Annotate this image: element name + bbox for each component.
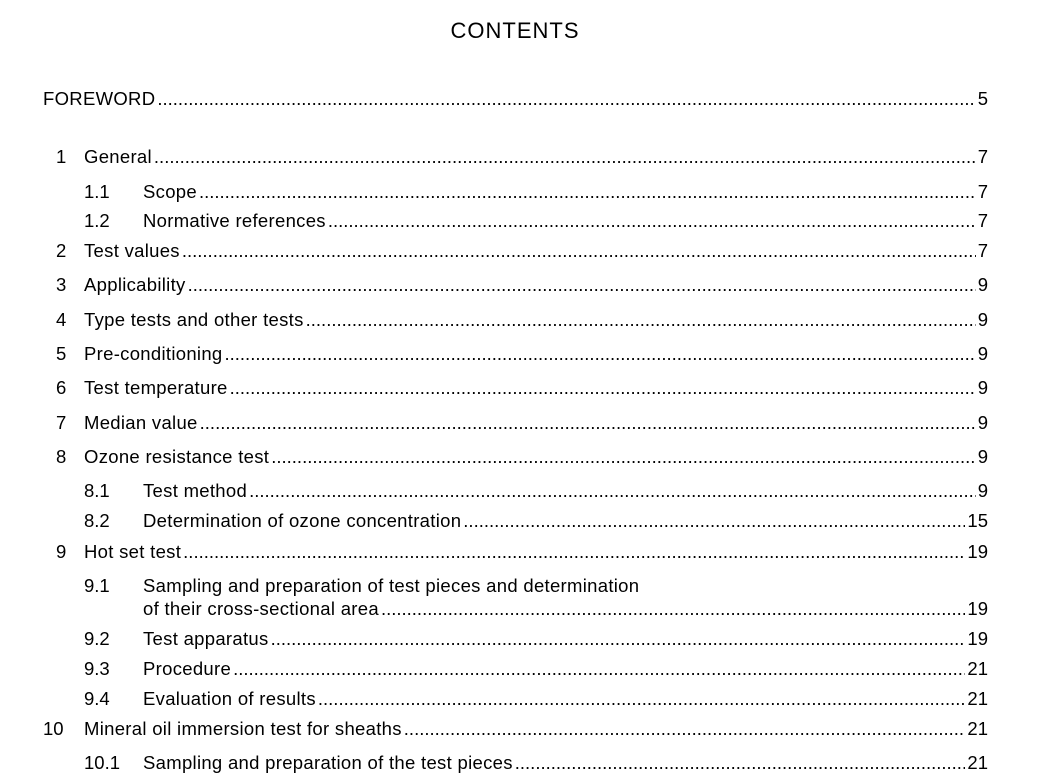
toc-page-number: 15 [967, 510, 988, 531]
leader-dots [199, 180, 976, 204]
toc-page-number: 21 [967, 688, 988, 709]
toc-entry-text: Test temperature [84, 377, 228, 398]
toc-entry-number: 9.1 [84, 575, 110, 596]
leader-dots [328, 209, 976, 233]
toc-entry-number: 1.2 [84, 210, 110, 231]
leader-dots [183, 540, 965, 564]
leader-dots [249, 479, 976, 503]
toc-entry-number: 7 [56, 412, 67, 433]
toc-page-number: 7 [977, 240, 988, 261]
toc-page-number: 21 [967, 658, 988, 679]
toc-entry-number: 1.1 [84, 181, 110, 202]
leader-dots [381, 597, 965, 621]
toc-entry-9-4[interactable] [0, 687, 1044, 711]
toc-page-number: 19 [967, 628, 988, 649]
leader-dots [318, 687, 966, 711]
toc-entry-text: Pre-conditioning [84, 343, 223, 364]
toc-entry-number: 4 [56, 309, 67, 330]
toc-entry-number: 2 [56, 240, 67, 261]
leader-dots [157, 87, 975, 111]
toc-entry-1-1[interactable] [0, 180, 1044, 204]
toc-entry-text: Test apparatus [143, 628, 269, 649]
toc-entry-number: 6 [56, 377, 67, 398]
toc-entry-3[interactable] [0, 273, 1044, 297]
toc-page-number: 21 [967, 752, 988, 773]
toc-entry-7[interactable] [0, 411, 1044, 435]
toc-entry-text: Applicability [84, 274, 186, 295]
toc-entry-9-2[interactable] [0, 627, 1044, 651]
toc-page-number: 9 [977, 377, 988, 398]
toc-entry-text: Test values [84, 240, 180, 261]
toc-entry-number: 10.1 [84, 752, 121, 773]
toc-entry-text: Scope [143, 181, 197, 202]
toc-entry-9-1[interactable] [0, 574, 1044, 598]
toc-entry-text: Evaluation of results [143, 688, 316, 709]
toc-entry-number: 1 [56, 146, 67, 167]
toc-entry-number: 9.4 [84, 688, 110, 709]
toc-entry-text: General [84, 146, 152, 167]
toc-entry-text-continuation: of their cross-sectional area [143, 598, 379, 619]
toc-page-number: 5 [977, 88, 988, 109]
toc-entry-text: FOREWORD [43, 88, 156, 109]
toc-entry-number: 3 [56, 274, 67, 295]
toc-entry-1[interactable] [0, 145, 1044, 169]
toc-entry-10-1[interactable] [0, 751, 1044, 775]
toc-entry-number: 8.2 [84, 510, 110, 531]
leader-dots [188, 273, 976, 297]
toc-page-number: 19 [967, 598, 988, 619]
toc-page-number: 9 [977, 412, 988, 433]
toc-entry-6[interactable] [0, 376, 1044, 400]
toc-entry-number: 9 [56, 541, 67, 562]
leader-dots [271, 445, 975, 469]
leader-dots [154, 145, 976, 169]
toc-entry-text: Determination of ozone concentration [143, 510, 462, 531]
leader-dots [404, 717, 966, 741]
toc-entry-5[interactable] [0, 342, 1044, 366]
toc-entry-2[interactable] [0, 239, 1044, 263]
toc-entry-foreword[interactable] [0, 87, 1044, 111]
toc-page-number: 9 [977, 274, 988, 295]
toc-entry-8[interactable] [0, 445, 1044, 469]
toc-entry-number: 10 [43, 718, 64, 739]
toc-entry-number: 5 [56, 343, 67, 364]
toc-entry-number: 9.2 [84, 628, 110, 649]
toc-entry-text: Type tests and other tests [84, 309, 304, 330]
toc-page-number: 9 [977, 343, 988, 364]
toc-entry-number: 8.1 [84, 480, 110, 501]
leader-dots [306, 308, 976, 332]
toc-entry-text: Median value [84, 412, 198, 433]
toc-page-number: 7 [977, 146, 988, 167]
toc-page-number: 19 [967, 541, 988, 562]
page-title: CONTENTS [450, 18, 580, 43]
toc-entry-text: Hot set test [84, 541, 182, 562]
toc-entry-text: Ozone resistance test [84, 446, 270, 467]
toc-entry-number: 9.3 [84, 658, 110, 679]
toc-page-number: 7 [977, 181, 988, 202]
toc-page-number: 21 [967, 718, 988, 739]
leader-dots [230, 376, 976, 400]
toc-entry-text: Sampling and preparation of the test pieces [143, 752, 513, 773]
toc-entry-text: Test method [143, 480, 248, 501]
leader-dots [225, 342, 976, 366]
toc-entry-9-1-continuation[interactable] [0, 597, 1044, 621]
leader-dots [233, 657, 965, 681]
toc-entry-9-3[interactable] [0, 657, 1044, 681]
toc-entry-text: Sampling and preparation of test pieces and determination [143, 575, 640, 596]
toc-entry-8-2[interactable] [0, 509, 1044, 533]
toc-entry-text: Procedure [143, 658, 232, 679]
leader-dots [271, 627, 966, 651]
toc-page-number: 7 [977, 210, 988, 231]
toc-entry-1-2[interactable] [0, 209, 1044, 233]
toc-entry-8-1[interactable] [0, 479, 1044, 503]
toc-entry-4[interactable] [0, 308, 1044, 332]
leader-dots [182, 239, 976, 263]
toc-entry-text: Mineral oil immersion test for sheaths [84, 718, 402, 739]
toc-page-number: 9 [977, 480, 988, 501]
leader-dots [463, 509, 965, 533]
toc-entry-text: Normative references [143, 210, 326, 231]
toc-entry-10[interactable] [0, 717, 1044, 741]
leader-dots [515, 751, 966, 775]
toc-entry-9[interactable] [0, 540, 1044, 564]
toc-entry-number: 8 [56, 446, 67, 467]
toc-page-number: 9 [977, 309, 988, 330]
toc-page-number: 9 [977, 446, 988, 467]
leader-dots [200, 411, 976, 435]
